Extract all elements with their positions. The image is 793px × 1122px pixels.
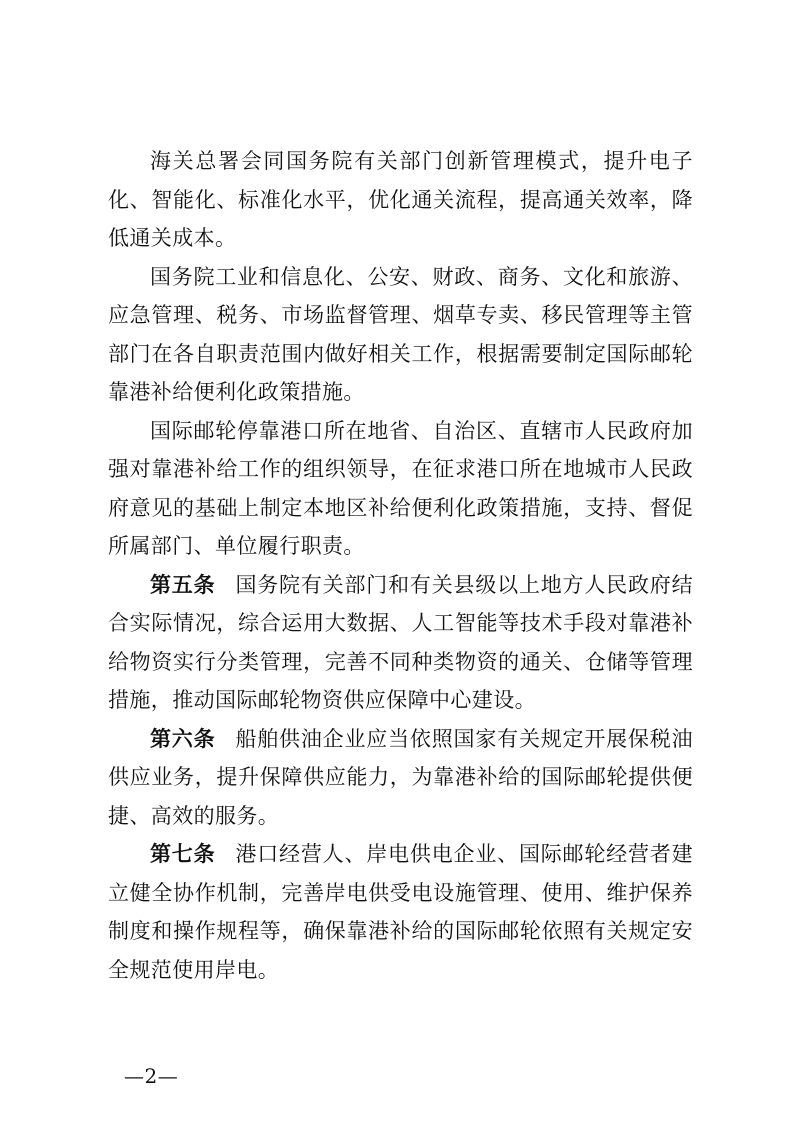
document-body	[108, 142, 693, 989]
article-number: 第六条	[150, 726, 216, 751]
paragraph-text: 国务院工业和信息化、公安、财政、商务、文化和旅游、应急管理、税务、市场监督管理、烟草专卖、移民管理等主管部门在各自职责范围内做好相关工作，根据需要制定国际邮轮靠港补给便利化政策措施。	[108, 264, 693, 404]
article-text: 港口经营人、岸电供电企业、国际邮轮经营者建立健全协作机制，完善岸电供受电设施管理、使用、维护保养制度和操作规程等，确保靠港补给的国际邮轮依照有关规定安全规范使用岸电。	[108, 842, 694, 982]
article-text: 船舶供油企业应当依照国家有关规定开展保税油供应业务，提升保障供应能力，为靠港补给的国际邮轮提供便捷、高效的服务。	[108, 726, 694, 828]
article-7	[108, 835, 693, 989]
paragraph-text: 国际邮轮停靠港口所在地省、自治区、直辖市人民政府加强对靠港补给工作的组织领导，在征求港口所在地城市人民政府意见的基础上制定本地区补给便利化政策措施，支持、督促所属部门、单位履行职责。	[108, 418, 693, 558]
paragraph-state-council-departments	[108, 258, 693, 412]
paragraph-customs	[108, 142, 693, 258]
paragraph-text: 海关总署会同国务院有关部门创新管理模式，提升电子化、智能化、标准化水平，优化通关流程，提高通关效率，降低通关成本。	[108, 149, 693, 250]
article-text: 国务院有关部门和有关县级以上地方人民政府结合实际情况，综合运用大数据、人工智能等技术手段对靠港补给物资实行分类管理，完善不同种类物资的通关、仓储等管理措施，推动国际邮轮物资供应保障中心建设。	[108, 572, 694, 712]
article-5	[108, 566, 693, 720]
page-number: —2—	[124, 1064, 179, 1088]
paragraph-provincial-governments	[108, 412, 693, 566]
article-number: 第七条	[150, 842, 216, 866]
article-number: 第五条	[150, 572, 216, 597]
article-6	[108, 720, 693, 836]
